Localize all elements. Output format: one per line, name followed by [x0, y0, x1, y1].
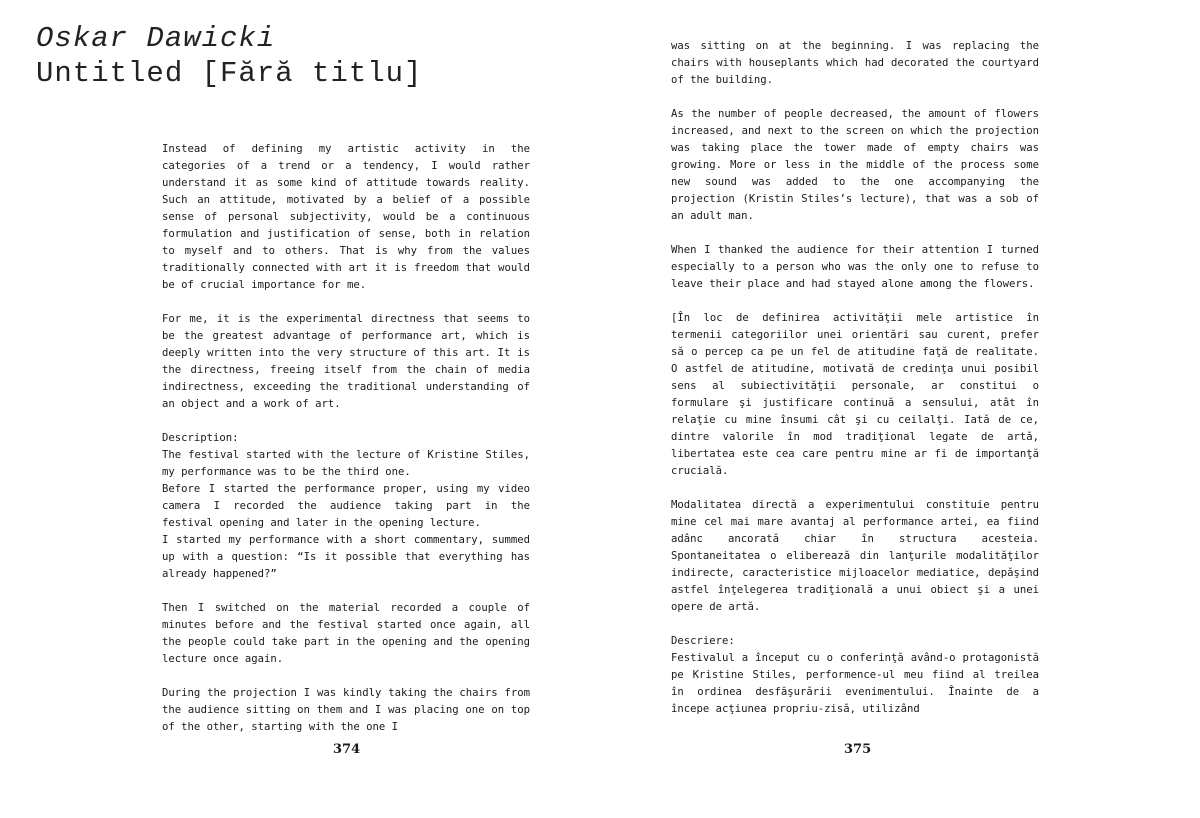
right-page [600, 0, 1200, 818]
description-block [162, 430, 530, 583]
description-line: I started my performance with a short commentary, summed up with a question: “Is it possible that everything has already happened?” [162, 534, 530, 580]
paragraph: When I thanked the audience for their attention I turned especially to a person who was the only one to refuse to leave their place and had stayed alone among the flowers. [671, 244, 1039, 290]
description-label: Descriere: [671, 635, 735, 647]
description-line: The festival started with the lecture of Kristine Stiles, my performance was to be the third one. [162, 449, 530, 478]
paragraph: For me, it is the experimental directness that seems to be the greatest advantage of performance art, which is deeply written into the very structure of this art. It is the directness, freeing itself from the chain of media indirectness, exceeding the traditional understanding of an object and a work of art. [162, 313, 530, 410]
paragraph: Instead of defining my artistic activity in the categories of a trend or a tendency, I would rather understand it as some kind of attitude towards reality. Such an attitude, motivated by a belief of a possible sense of personal subjectivity, would be a continuous formulation and justification of sense, both in relation to myself and to others. That is why from the values traditionally connected with art it is freedom that would be of crucial importance for me. [162, 143, 530, 291]
paragraph: was sitting on at the beginning. I was replacing the chairs with houseplants which had decorated the courtyard of the building. [671, 40, 1039, 86]
description-line: Before I started the performance proper, using my video camera I recorded the audience taking part in the festival opening and later in the opening lecture. [162, 483, 530, 529]
paragraph: Modalitatea directă a experimentului constituie pentru mine cel mai mare avantaj al performance artei, ea fiind adânc ancorată chiar în structura acesteia. Spontaneitatea o eliberează din lanţurile modalităţilor indirecte, caracteristice mijloacelor mediatice, depăşind astfel înţelegerea tradiţională a unui obiect şi a unei opere de artă. [671, 499, 1039, 613]
right-text-column [671, 38, 1039, 718]
page-number: 375 [844, 742, 872, 757]
paragraph: During the projection I was kindly taking the chairs from the audience sitting on them and I was placing one on top of the other, starting with the one I [162, 687, 530, 733]
description-text: Festivalul a început cu o conferinţă având-o protagonistă pe Kristine Stiles, performence-ul meu fiind al treilea în ordinea desfăşurării evenimentului. Înainte de a începe acţiunea propriu-zisă, utilizând [671, 652, 1039, 715]
author-name: Oskar Dawicki [36, 22, 276, 55]
paragraph: As the number of people decreased, the amount of flowers increased, and next to the screen on which the projection was taking place the tower made of empty chairs was growing. More or less in the middle of the process some new sound was added to the one accompanying the projection (Kristin Stiles’s lecture), that was a sob of an adult man. [671, 108, 1039, 222]
page-number: 374 [333, 742, 361, 757]
description-label: Description: [162, 432, 239, 444]
paragraph: Then I switched on the material recorded a couple of minutes before and the festival started once again, all the people could take part in the opening and the opening lecture once again. [162, 602, 530, 665]
artwork-title: Untitled [Fără titlu] [36, 57, 423, 90]
description-block [671, 633, 1039, 718]
paragraph: [În loc de definirea activităţii mele artistice în termenii categoriilor unei orientări sau curent, prefer să o percep ca pe un fel de atitudine faţă de realitate. O astfel de atitudine, motivată de credinţa unui posibil sens al subiectivităţii personale, ar constitui o formulare şi justificare continuă a sensului, atât în relaţie cu mine însumi cât şi cu ceilalţi. Iată de ce, dintre valorile în mod tradiţional legate de artă, libertatea este cea care pentru mine ar fi de importanţă crucială. [671, 312, 1039, 477]
left-text-column [162, 141, 530, 736]
